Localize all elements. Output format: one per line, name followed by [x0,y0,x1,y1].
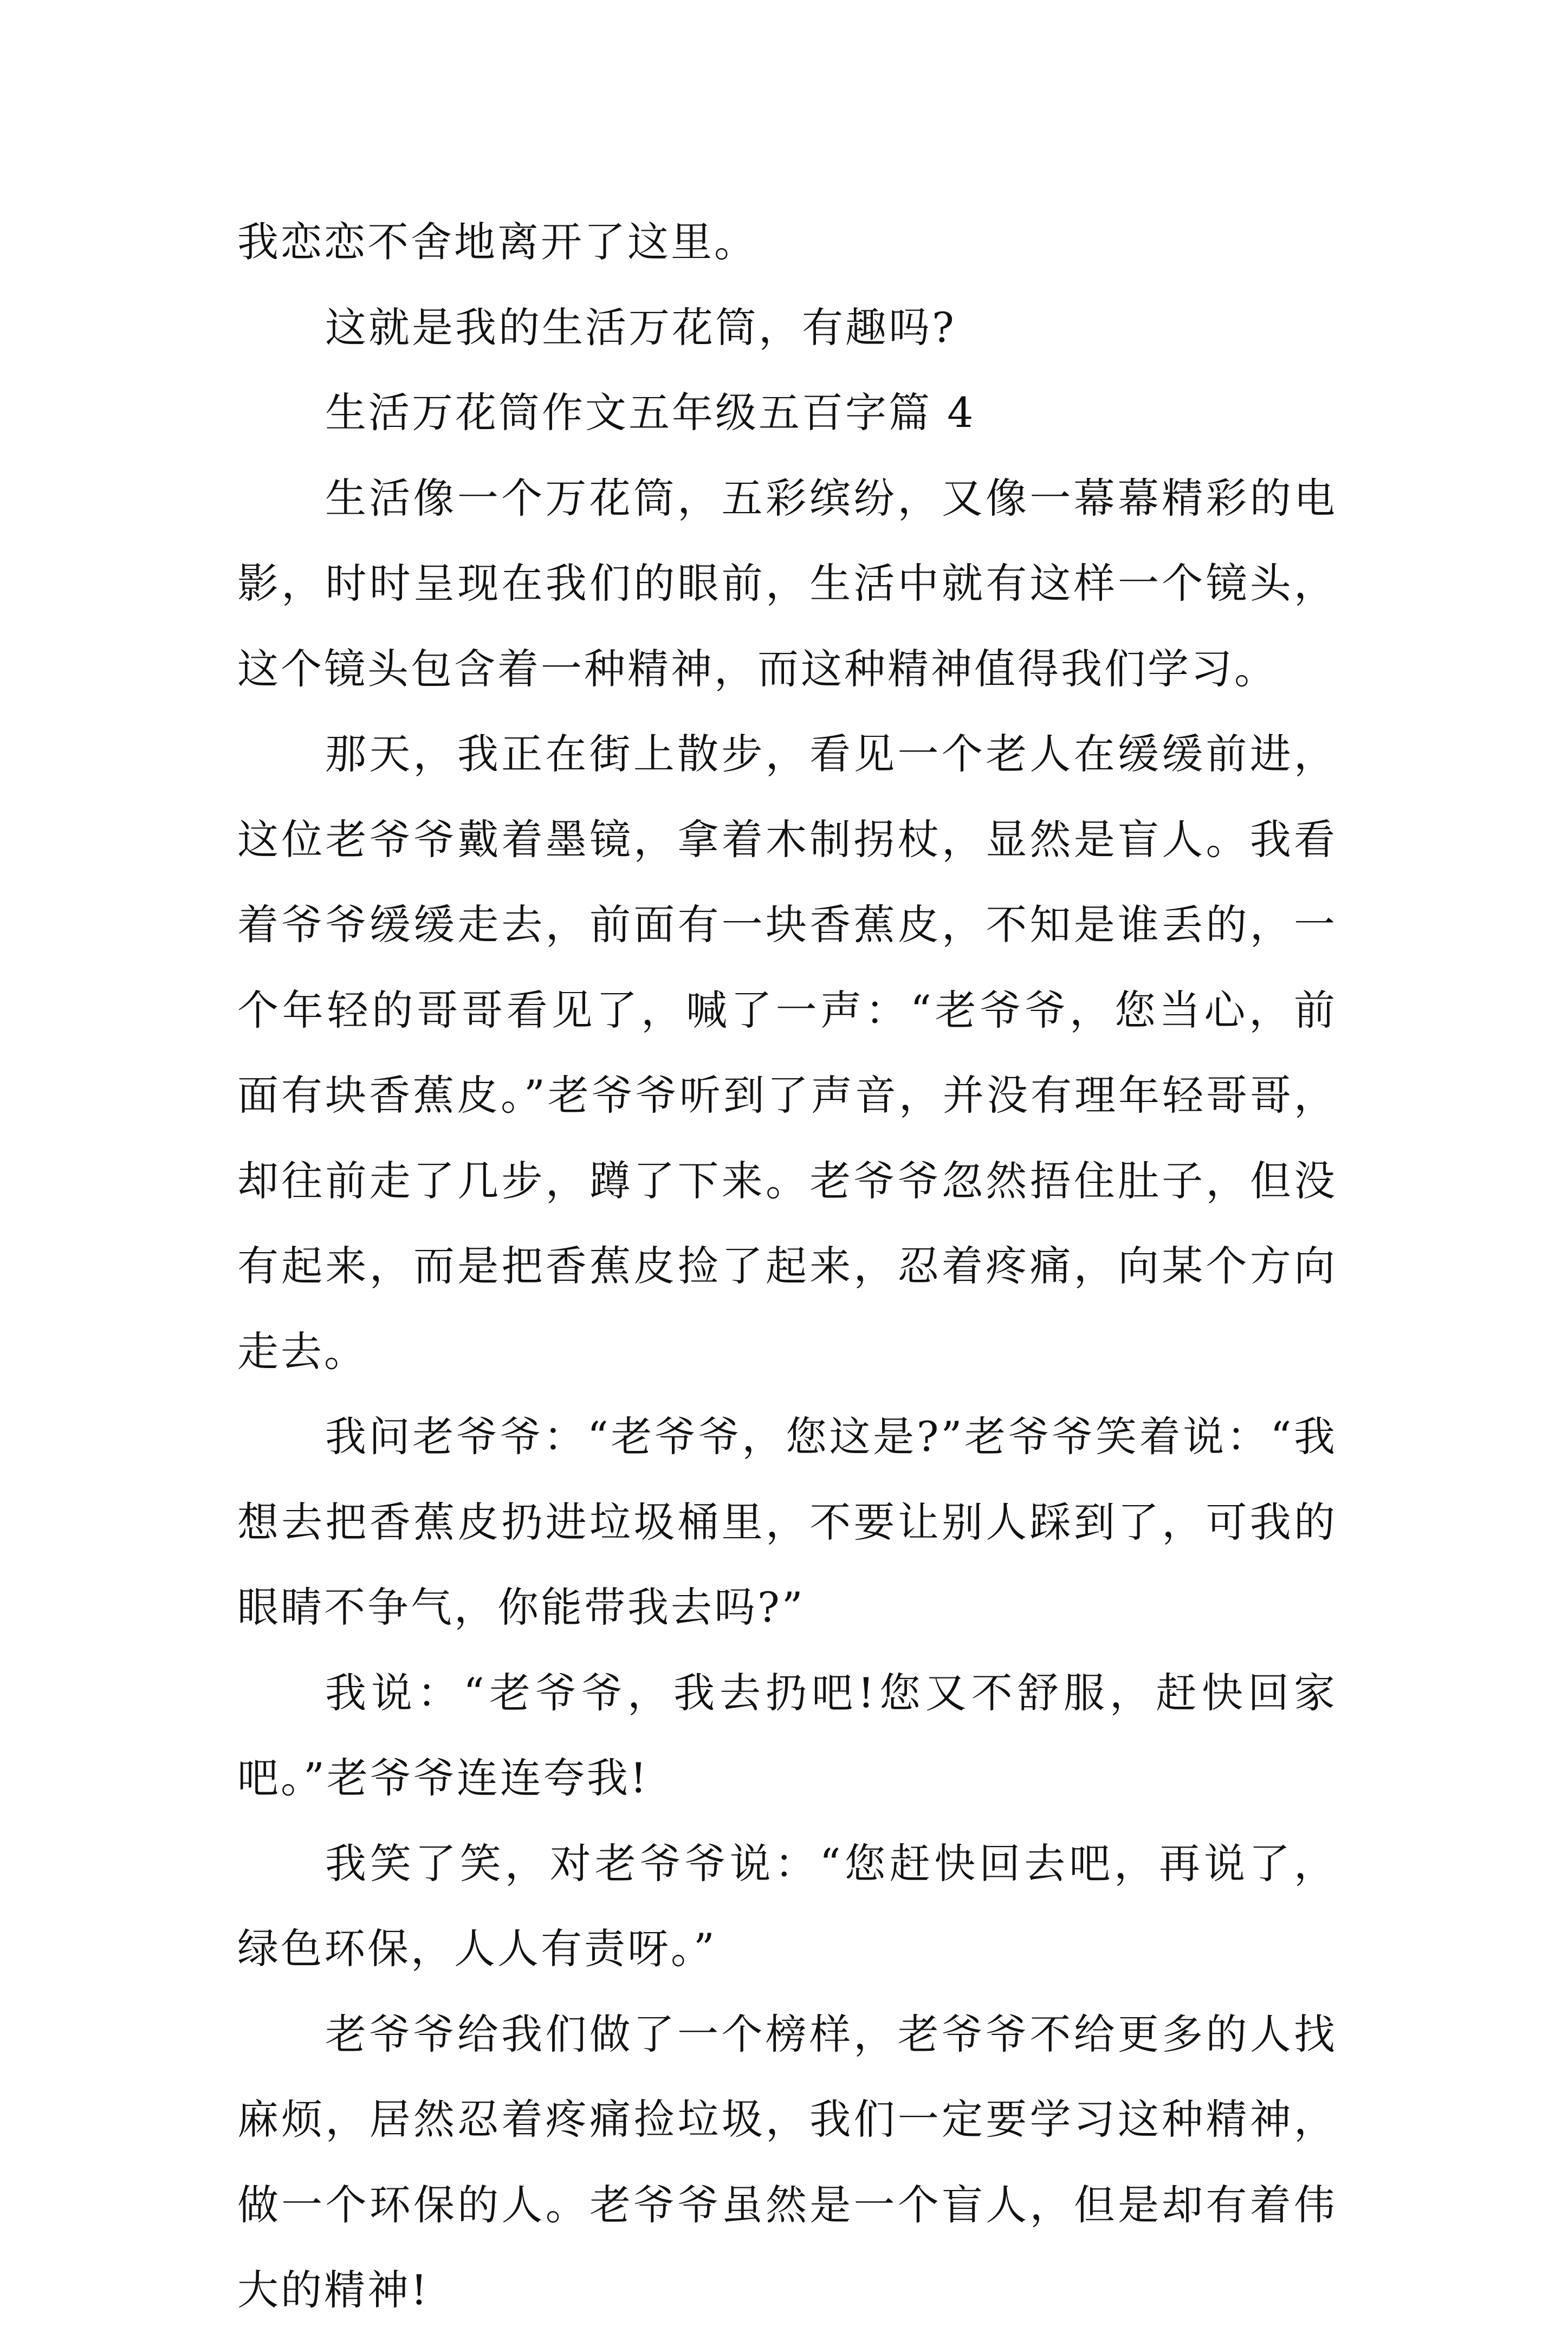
paragraph: 生活像一个万花筒，五彩缤纷，又像一幕幕精彩的电影，时时呈现在我们的眼前，生活中就有这样一个镜头，这个镜头包含着一种精神，而这种精神值得我们学习。 [237,474,1337,693]
paragraph: 我笑了笑，对老爷爷说：“您赶快回去吧，再说了，绿色环保，人人有责呀。” [237,1839,1337,1973]
paragraph: 老爷爷给我们做了一个榜样，老爷爷不给更多的人找麻烦，居然忍着疼痛捡垃圾，我们一定要学习这种精神，做一个环保的人。老爷爷虽然是一个盲人，但是却有着伟大的精神! [237,2010,1337,2314]
paragraph-continuation: 我恋恋不舍地离开了这里。 [237,218,757,266]
paragraph: 我说：“老爷爷，我去扔吧!您又不舒服，赶快回家吧。”老爷爷连连夸我! [237,1668,1337,1802]
paragraph: 我问老爷爷：“老爷爷，您这是?”老爷爷笑着说：“我想去把香蕉皮扔进垃圾桶里，不要让别人踩到了，可我的眼睛不争气，你能带我去吗?” [237,1412,1337,1631]
body-text [237,199,1337,2333]
section-heading: 生活万花筒作文五年级五百字篇 4 [325,388,976,437]
paragraph: 这就是我的生活万花筒，有趣吗? [325,303,956,352]
paragraph: 那天，我正在街上散步，看见一个老人在缓缓前进，这位老爷爷戴着墨镜，拿着木制拐杖，显然是盲人。我看着爷爷缓缓走去，前面有一块香蕉皮，不知是谁丢的，一个年轻的哥哥看见了，喊了一声：“老爷爷，您当心，前面有块香蕉皮。”老爷爷听到了声音，并没有理年轻哥哥，却往前走了几步，蹲了下来。老爷爷忽然捂住肚子，但没有起来，而是把香蕉皮捡了起来，忍着疼痛，向某个方向走去。 [237,730,1337,1376]
